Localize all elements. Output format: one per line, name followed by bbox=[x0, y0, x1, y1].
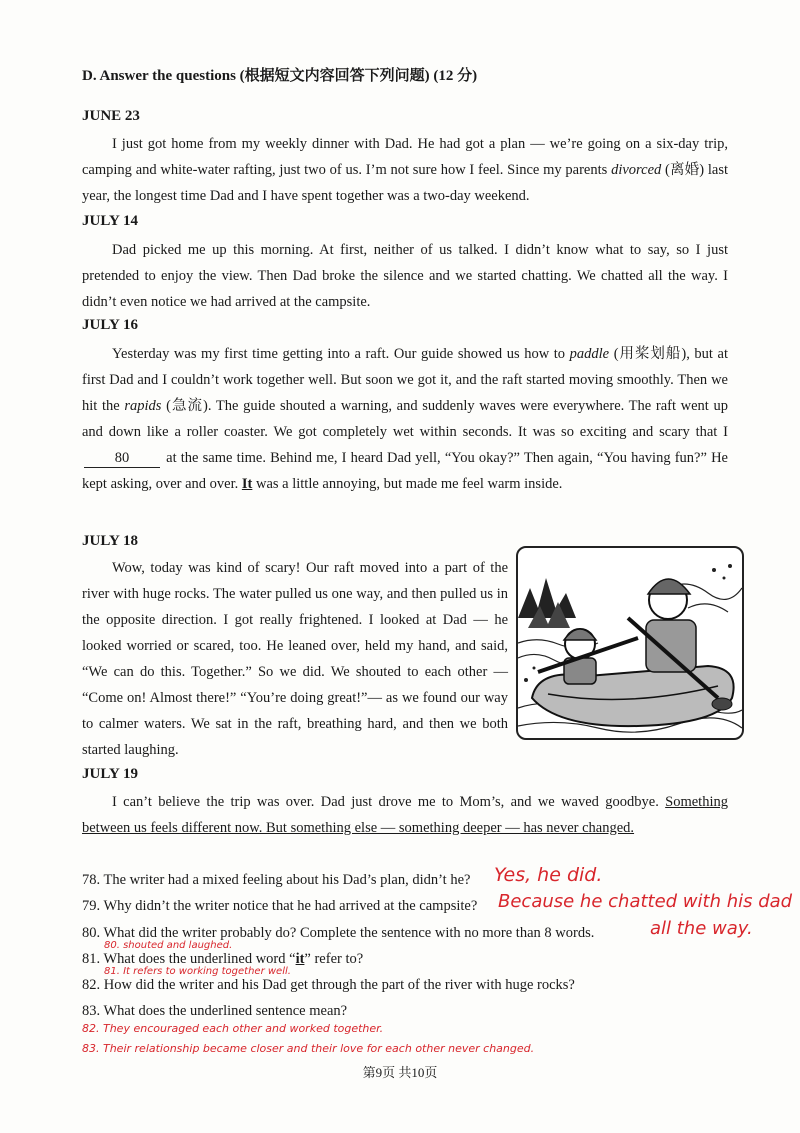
handwritten-answer-82: 82. They encouraged each other and worked together. bbox=[82, 1022, 384, 1035]
page-footer: 第9页 共10页 bbox=[362, 1065, 438, 1080]
entry-text-july18: Wow, today was kind of scary! Our raft moved into a part of the river with huge rocks. The water pulled us one way, and then pulled us in the opposite direction. I got really frightened. I looked at Dad — he looked worried or scared, too. He leaned over, held my hand, and said, “We can do this. Together.” So we did. We shouted to each other — “Come on! Almost there!” “You’re doing great!”— as we found our way to calmer waters. We sat in the raft, breathing hard, and then we both started laughing. bbox=[82, 560, 508, 758]
entry-text-july19: I can’t believe the trip was over. Dad just drove me to Mom’s, and we waved goodbye. Something between us feels different now. But something else — something deeper — has never changed. bbox=[82, 794, 728, 836]
term-paddle: paddle bbox=[569, 346, 610, 362]
underlined-sentence: Something between us feels different now. But something else — something deeper — has never changed. bbox=[82, 794, 728, 836]
entry-text-july14: Dad picked me up this morning. At first, neither of us talked. I didn’t know what to say, so I just pretended to enjoy the view. Then Dad broke the silence and we started chatting. We chatted all the way. I didn’t even notice we had arrived at the campsite. bbox=[82, 242, 728, 310]
underlined-word-it: it bbox=[295, 951, 305, 967]
blank-80: 80 bbox=[84, 449, 160, 468]
handwritten-answer-78: Yes, he did. bbox=[494, 864, 603, 886]
question-80: 80. What did the writer probably do? Complete the sentence with no more than 8 words. bbox=[82, 925, 595, 941]
handwritten-answer-81: 81. It refers to working together well. bbox=[104, 966, 291, 977]
handwritten-answer-79-line1: Because he chatted with his dad bbox=[498, 891, 793, 912]
entry-date-july19: JULY 19 bbox=[82, 766, 138, 782]
entry-text-june23: I just got home from my weekly dinner with Dad. He had got a plan — we’re going on a six-day trip, camping and white-water rafting, just two of us. I’m not sure how I feel. Since my parents divorced (离婚) last year, the longest time Dad and I have spent together was a two-day weekend. bbox=[82, 136, 729, 204]
entry-date-july16: JULY 16 bbox=[82, 317, 138, 333]
rafting-illustration bbox=[516, 546, 744, 740]
entry-date-july18: JULY 18 bbox=[82, 533, 138, 549]
underlined-it: It bbox=[241, 476, 253, 492]
handwritten-answer-80: 80. shouted and laughed. bbox=[104, 940, 233, 951]
question-79: 79. Why didn’t the writer notice that he had arrived at the campsite? bbox=[82, 898, 478, 914]
entry-date-june23: JUNE 23 bbox=[82, 108, 140, 124]
entry-text-july16: Yesterday was my first time getting into a raft. Our guide showed us how to paddle (用桨划船), but at first Dad and I couldn’t work together well. But soon we got it, and the raft started moving smoothly. Then we hit the rapids (急流). The guide shouted a warning, and suddenly waves were everywhere. The raft went up and down like a roller coaster. We got completely wet within seconds. It was so exciting and scary that I 80 at the same time. Behind me, I heard Dad yell, “You okay?” Then again, “You having fun?” He kept asking, over and over. It was a little annoying, but made me feel warm inside. bbox=[82, 346, 728, 492]
handwritten-answer-83: 83. Their relationship became closer and their love for each other never changed. bbox=[82, 1042, 535, 1055]
term-rapids: rapids bbox=[124, 398, 162, 414]
question-81: 81. What does the underlined word “it” refer to? bbox=[82, 951, 364, 967]
term-divorced: divorced bbox=[611, 162, 662, 178]
section-heading: D. Answer the questions (根据短文内容回答下列问题) (12 分) bbox=[82, 68, 478, 84]
question-78: 78. The writer had a mixed feeling about his Dad’s plan, didn’t he? bbox=[82, 872, 471, 888]
handwritten-answer-79-line2: all the way. bbox=[650, 918, 753, 939]
question-83: 83. What does the underlined sentence mean? bbox=[82, 1003, 348, 1019]
entry-date-july14: JULY 14 bbox=[82, 213, 138, 229]
rafting-drawing bbox=[518, 548, 742, 738]
question-82: 82. How did the writer and his Dad get through the part of the river with huge rocks? bbox=[82, 977, 575, 993]
